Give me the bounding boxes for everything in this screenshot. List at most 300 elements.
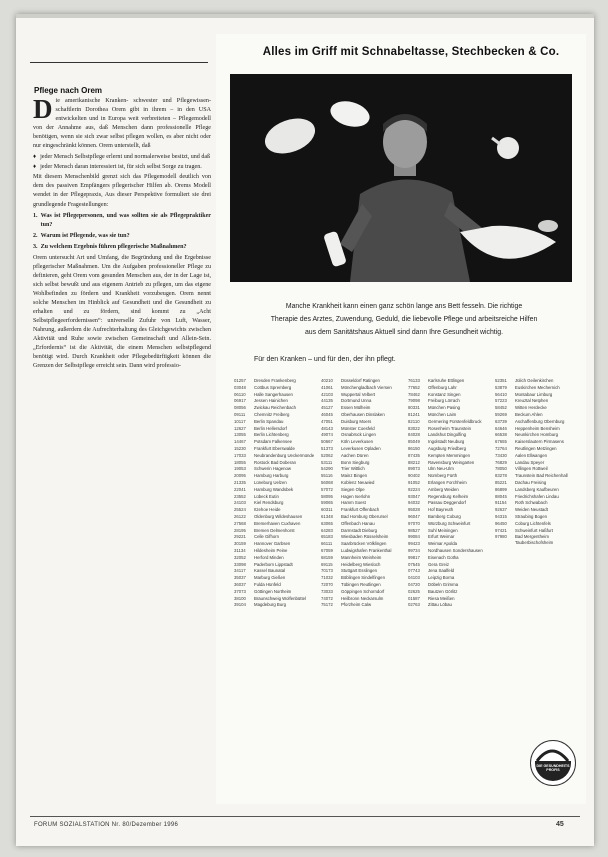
entry-postcode: 85049	[408, 439, 420, 445]
directory-column	[321, 378, 405, 788]
entry-postcode: 79098	[408, 398, 420, 404]
directory-entry	[408, 534, 492, 539]
entry-location: Beckum Ahlen	[515, 411, 543, 417]
entry-location: Kaiserslautern Pirmasens	[515, 439, 564, 445]
entry-location: Dortmund Unna	[341, 398, 372, 404]
entry-postcode: 97980	[495, 534, 507, 540]
entry-postcode: 52351	[495, 378, 507, 383]
entry-location: Landsberg Kaufbeuren	[515, 486, 559, 492]
entry-location: Kempten Memmingen	[428, 452, 471, 458]
entry-location: Osnabrück Lingen	[341, 432, 376, 438]
directory-entry	[495, 405, 579, 410]
entry-location: Bamberg Coburg	[428, 513, 461, 519]
entry-location: Karlsruhe Ettlingen	[428, 378, 465, 383]
entry-location: Passau Deggendorf	[428, 500, 466, 506]
entry-location: Hagen Iserlohn	[341, 493, 371, 499]
entry-postcode: 23552	[234, 493, 246, 499]
entry-location: Köln Leverkusen	[341, 439, 374, 445]
entry-postcode: 31134	[234, 547, 246, 553]
sanitaetshaus-logo	[530, 740, 576, 786]
entry-postcode: 56068	[321, 479, 333, 485]
entry-location: Jülich Geilenkirchen	[515, 378, 554, 383]
entry-location: Hamburg Harburg	[254, 473, 289, 479]
entry-location: Bonn Siegburg	[341, 459, 370, 465]
entry-location: Neunkirchen Homburg	[515, 432, 558, 438]
logo-arc-icon	[531, 743, 574, 763]
article-question	[33, 243, 211, 252]
entry-postcode: 22041	[234, 486, 246, 492]
directory-entry	[234, 582, 318, 587]
directory-entry	[408, 398, 492, 403]
entry-location: Traunstein Bad Reichenhall	[515, 473, 568, 479]
entry-postcode: 82110	[408, 418, 420, 424]
directory-entry	[408, 541, 492, 546]
entry-location: Frankfurt Offenbach	[341, 507, 380, 513]
directory-entry	[408, 405, 492, 410]
directory-entry	[495, 453, 579, 458]
entry-postcode: 51373	[321, 445, 333, 451]
entry-postcode: 96450	[495, 520, 507, 526]
directory-entry	[495, 534, 579, 544]
entry-postcode: 93047	[408, 493, 420, 499]
entry-postcode: 85221	[495, 479, 507, 485]
article-question	[33, 232, 211, 241]
entry-postcode: 63739	[495, 418, 507, 424]
directory-entry	[234, 446, 318, 451]
entry-location: Dresden Frankenberg	[254, 378, 296, 383]
entry-postcode: 80331	[408, 405, 420, 411]
entry-location: Aalen Ellwangen	[515, 452, 548, 458]
caption-line: aus dem Sanitätshaus Aktuell sind dann Ihre Gesundheit wichtig.	[304, 329, 504, 337]
store-directory	[234, 378, 578, 788]
entry-location: Offenbach Hanau	[341, 520, 375, 526]
drop-cap: D	[33, 94, 53, 124]
entry-postcode: 53111	[321, 459, 333, 465]
directory-entry	[495, 392, 579, 397]
entry-postcode: 18055	[234, 459, 246, 465]
entry-location: Konstanz Singen	[428, 391, 461, 397]
directory-entry	[321, 405, 405, 410]
directory-entry	[234, 412, 318, 417]
directory-entry	[495, 480, 579, 485]
entry-postcode: 58095	[321, 493, 333, 499]
article-bullet	[33, 153, 211, 162]
directory-entry	[234, 521, 318, 526]
entry-location: Cottbus Spremberg	[254, 384, 292, 390]
entry-postcode: 47051	[321, 418, 333, 424]
directory-entry	[495, 426, 579, 431]
entry-location: Bremen Delmenhorst	[254, 527, 295, 533]
entry-location: Marburg Gießen	[254, 575, 286, 581]
directory-column	[495, 378, 579, 788]
entry-location: Weiden Neustadt	[515, 507, 548, 513]
directory-entry	[321, 534, 405, 539]
entry-postcode: 86150	[408, 445, 420, 451]
entry-location: Jena Saalfeld	[428, 568, 455, 574]
bullet-text: jeder Mensch Selbstpflege erlernt und normalerweise besitzt, und daß	[40, 154, 211, 161]
directory-entry	[234, 426, 318, 431]
directory-entry	[321, 453, 405, 458]
directory-entry	[495, 500, 579, 505]
question-number: 1.	[33, 212, 38, 219]
directory-entry	[408, 412, 492, 417]
entry-location: Reutlingen Metzingen	[515, 445, 557, 451]
entry-location: Itzehoe Heide	[254, 507, 281, 513]
article-bullet	[33, 163, 211, 172]
entry-postcode: 25524	[234, 507, 246, 513]
directory-entry	[321, 521, 405, 526]
entry-location: Hamm Soest	[341, 500, 366, 506]
entry-postcode: 24103	[234, 500, 246, 506]
entry-postcode: 88045	[495, 493, 507, 499]
directory-entry	[321, 548, 405, 553]
entry-postcode: 36037	[234, 581, 246, 587]
article-paragraph-3: Orem untersucht Art und Umfang, die Begründung und die Ergebnisse pflegerischer Maßnahmen. Um die Aufgaben professioneller Pflege zu definieren, geht Orem vom gesunden Menschen aus, der in der Lage ist, sich selbst bewußt und aus eigenem Antrieb zu pflegen, um das eigene Wohlbefinden zu fördern und Krankheit vorzubeugen. Orem nennt solche Menschen im Hinblick auf Gesundheit und die Gesundheit zu erhalten und zu fördern, sind kommt zu „Acht Selbstpflegeerfordernissen“: universelle Zufuhr von Luft, Wasser, Nahrung, außerdem die Aufrechterhaltung des Gleichgewichts zwischen Aktivität und Ruhe sowie zwischen Gemeinschaft und Allein-Sein. „Erfordernis“ ist die Aktivität, die einem Menschen selbstpflegend benötigt wird. Durch Krankheit oder Pflegebedürftigkeit können die Grenzen der Selbstpflege erreicht sein. Dann wird professio-	[33, 254, 211, 370]
entry-location: Münster Coesfeld	[341, 425, 375, 431]
directory-entry	[234, 466, 318, 471]
entry-postcode: 14467	[234, 439, 246, 445]
directory-column	[408, 378, 492, 788]
entry-location: Rosenheim Traunstein	[428, 425, 471, 431]
entry-postcode: 53879	[495, 384, 507, 390]
entry-location: Euskirchen Mechernich	[515, 384, 560, 390]
directory-entry	[321, 541, 405, 546]
directory-entry	[408, 548, 492, 553]
entry-location: Siegen Olpe	[341, 486, 365, 492]
directory-entry	[408, 446, 492, 451]
directory-entry	[495, 398, 579, 403]
entry-location: Villingen Rottweil	[515, 466, 548, 472]
entry-location: Heidelberg Wiesloch	[341, 561, 381, 567]
entry-location: Kreuztal Netphen	[515, 398, 549, 404]
question-text: Warum ist Pflegende, was sie tun?	[40, 232, 130, 239]
entry-postcode: 28195	[234, 527, 246, 533]
entry-location: Herford Minden	[254, 554, 284, 560]
entry-postcode: 92637	[495, 507, 507, 513]
entry-postcode: 46045	[321, 411, 333, 417]
directory-entry	[495, 446, 579, 451]
directory-entry	[234, 514, 318, 519]
entry-location: Gera Greiz	[428, 561, 450, 567]
entry-postcode: 72070	[321, 581, 333, 587]
directory-entry	[321, 514, 405, 519]
entry-location: Hannover Garbsen	[254, 541, 291, 547]
directory-entry	[408, 487, 492, 492]
entry-location: Würzburg Schweinfurt	[428, 520, 471, 526]
entry-location: Schweinfurt Haßfurt	[515, 527, 553, 533]
directory-entry	[321, 378, 405, 383]
entry-location: Heilbronn Neckarsulm	[341, 595, 384, 601]
question-text: Zu welchem Ergebnis führen pflegerische Maßnahmen?	[40, 243, 187, 250]
directory-entry	[495, 385, 579, 390]
directory-entry	[234, 419, 318, 424]
entry-postcode: 74072	[321, 595, 333, 601]
directory-entry	[234, 460, 318, 465]
entry-postcode: 01257	[234, 378, 246, 383]
directory-entry	[234, 392, 318, 397]
directory-entry	[495, 507, 579, 512]
directory-entry	[321, 439, 405, 444]
caption-line: Therapie des Arztes, Zuwendung, Geduld, die liebevolle Pflege und arbeitsreiche Hilfen	[270, 316, 538, 324]
entry-postcode: 94315	[495, 513, 507, 519]
entry-location: Wiesbaden Rüsselsheim	[341, 534, 389, 540]
entry-location: Mannheim Weinheim	[341, 554, 382, 560]
entry-postcode: 65183	[321, 534, 333, 540]
entry-postcode: 78050	[495, 466, 507, 472]
entry-postcode: 89073	[408, 466, 420, 472]
entry-postcode: 10117	[234, 418, 246, 424]
bullet-marker: ♦	[33, 154, 37, 161]
entry-postcode: 29221	[234, 534, 246, 540]
directory-entry	[234, 487, 318, 492]
entry-location: Berlin Hellersdorf	[254, 425, 287, 431]
footer-rule	[30, 816, 580, 817]
entry-location: Bad Mergentheim Tauberbischofsheim	[515, 534, 554, 545]
article-question	[33, 212, 211, 230]
directory-entry	[321, 582, 405, 587]
directory-entry	[408, 419, 492, 424]
entry-location: Bremerhaven Cuxhaven	[254, 520, 301, 526]
entry-postcode: 15230	[234, 445, 246, 451]
directory-entry	[234, 405, 318, 410]
entry-postcode: 01587	[408, 595, 420, 601]
directory-entry	[408, 494, 492, 499]
entry-location: Frankfurt Eberswalde	[254, 445, 295, 451]
directory-entry	[321, 398, 405, 403]
entry-postcode: 17033	[234, 452, 246, 458]
entry-location: Darmstadt Dieburg	[341, 527, 378, 533]
entry-location: Bautzen Görlitz	[428, 588, 458, 594]
ad-caption	[234, 300, 574, 340]
directory-entry	[321, 487, 405, 492]
entry-postcode: 90402	[408, 473, 420, 479]
directory-entry	[321, 392, 405, 397]
entry-postcode: 04720	[408, 581, 420, 587]
directory-entry	[321, 602, 405, 607]
article-intro	[33, 94, 211, 151]
entry-location: Berlin Spandau	[254, 418, 284, 424]
directory-entry	[321, 412, 405, 417]
directory-entry	[408, 596, 492, 601]
article-intro-text: ie amerikanische Kranken- schwester und Pflegewissen- schaftlerin Dorothea Orem gibt in ihrem – in den USA entwickelten und in Europa weit verbreiteten – Pflegemodell von der Annahme aus, daß Menschen dann professionelle Pflege benötigen, wenn sie sich zwar selbst pflegen wollen, es aber nicht oder nur eingeschränkt können. Orem unterstellt, daß	[33, 98, 211, 150]
directory-entry	[408, 432, 492, 437]
entry-postcode: 83278	[495, 473, 507, 479]
entry-location: Trier Wittlich	[341, 466, 365, 472]
entry-postcode: 71032	[321, 575, 333, 581]
article-body	[33, 94, 211, 373]
entry-postcode: 66538	[495, 432, 507, 438]
directory-entry	[321, 596, 405, 601]
entry-location: Mönchengladbach Viersen	[341, 384, 392, 390]
entry-location: Friedrichshafen Lindau	[515, 493, 559, 499]
entry-location: Landshut Dingolfing	[428, 432, 466, 438]
entry-location: Paderborn Lippstadt	[254, 561, 293, 567]
directory-entry	[321, 385, 405, 390]
directory-entry	[408, 568, 492, 573]
entry-location: Wuppertal Velbert	[341, 391, 376, 397]
entry-postcode: 91154	[495, 500, 507, 506]
directory-entry	[234, 555, 318, 560]
entry-postcode: 37073	[234, 588, 246, 594]
entry-location: Saarbrücken Völklingen	[341, 541, 387, 547]
entry-location: Chemnitz Freiberg	[254, 411, 290, 417]
entry-location: Coburg Lichtenfels	[515, 520, 551, 526]
entry-postcode: 42103	[321, 391, 333, 397]
entry-location: Germering Fürstenfeldbruck	[428, 418, 482, 424]
entry-postcode: 27568	[234, 520, 246, 526]
magazine-page	[16, 14, 594, 846]
entry-location: Hildesheim Peine	[254, 547, 288, 553]
directory-entry	[408, 589, 492, 594]
entry-location: Lüneburg Uelzen	[254, 479, 287, 485]
entry-postcode: 67059	[321, 547, 333, 553]
entry-postcode: 76133	[408, 378, 420, 383]
directory-entry	[408, 473, 492, 478]
entry-postcode: 02625	[408, 588, 420, 594]
entry-postcode: 57072	[321, 486, 333, 492]
entry-location: Fulda Hünfeld	[254, 581, 281, 587]
juggling-man-illustration	[230, 74, 572, 282]
entry-location: München Laim	[428, 411, 457, 417]
entry-postcode: 57223	[495, 398, 507, 404]
directory-entry	[321, 466, 405, 471]
entry-location: Roth Schwabach	[515, 500, 548, 506]
entry-postcode: 33098	[234, 561, 246, 567]
directory-column	[234, 378, 318, 788]
directory-entry	[234, 507, 318, 512]
directory-entry	[495, 460, 579, 465]
entry-location: Eisenach Gotha	[428, 554, 459, 560]
directory-entry	[234, 589, 318, 594]
entry-location: Potsdam Falkensee	[254, 439, 292, 445]
directory-entry	[408, 528, 492, 533]
entry-location: Hof Bayreuth	[428, 507, 454, 513]
entry-location: Leverkusen Opladen	[341, 445, 381, 451]
entry-postcode: 21335	[234, 479, 246, 485]
directory-entry	[321, 446, 405, 451]
entry-location: München Pasing	[428, 405, 461, 411]
entry-postcode: 44135	[321, 398, 333, 404]
entry-postcode: 87435	[408, 452, 420, 458]
entry-location: Suhl Meiningen	[428, 527, 458, 533]
entry-postcode: 63065	[321, 520, 333, 526]
entry-location: Nürnberg Fürth	[428, 473, 458, 479]
directory-entry	[495, 494, 579, 499]
directory-entry	[234, 562, 318, 567]
entry-postcode: 03048	[234, 384, 246, 390]
directory-entry	[408, 521, 492, 526]
entry-postcode: 92224	[408, 486, 420, 492]
entry-postcode: 41061	[321, 384, 333, 390]
entry-location: Kassel Baunatal	[254, 568, 286, 574]
directory-entry	[408, 602, 492, 607]
directory-entry	[321, 528, 405, 533]
entry-location: Mainz Bingen	[341, 473, 368, 479]
directory-entry	[321, 500, 405, 505]
directory-entry	[234, 480, 318, 485]
entry-location: Aachen Düren	[341, 452, 369, 458]
entry-postcode: 12627	[234, 425, 246, 431]
entry-location: Celle Gifhorn	[254, 534, 280, 540]
entry-location: Witten Herdecke	[515, 405, 547, 411]
logo-text: DIE GESUNDHEITS PROFIS	[536, 764, 570, 773]
entry-postcode: 84028	[408, 432, 420, 438]
directory-entry	[234, 494, 318, 499]
entry-location: Pforzheim Calw	[341, 602, 372, 608]
entry-postcode: 09111	[234, 411, 246, 417]
article-paragraph-2: Mit diesem Menschenbild grenzt sich das Pflegemodell deutlich von dem des passiven Empfängers pflegerischer Hilfen ab. Orems Modell wendet in der Pflegepraxis, Aus dieser Perspektive formuliert sie drei grundlegende Fragestellungen:	[33, 174, 211, 208]
entry-postcode: 58452	[495, 405, 507, 411]
entry-postcode: 07545	[408, 561, 420, 567]
entry-location: Straubing Bogen	[515, 513, 548, 519]
entry-postcode: 70173	[321, 568, 333, 574]
bullet-marker: ♦	[33, 164, 37, 171]
directory-entry	[408, 514, 492, 519]
ad-photo	[230, 74, 572, 282]
entry-postcode: 98527	[408, 527, 420, 533]
entry-postcode: 30159	[234, 541, 246, 547]
directory-entry	[408, 385, 492, 390]
directory-entry	[234, 528, 318, 533]
directory-entry	[321, 460, 405, 465]
entry-location: Augsburg Friedberg	[428, 445, 466, 451]
entry-postcode: 73033	[321, 588, 333, 594]
directory-entry	[234, 602, 318, 607]
entry-postcode: 39104	[234, 602, 246, 608]
directory-entry	[495, 419, 579, 424]
directory-entry	[408, 466, 492, 471]
entry-postcode: 40210	[321, 378, 333, 383]
entry-location: Dachau Freising	[515, 479, 547, 485]
page-number: 45	[556, 821, 564, 828]
entry-postcode: 97421	[495, 527, 507, 533]
entry-postcode: 13055	[234, 432, 246, 438]
entry-postcode: 99817	[408, 554, 420, 560]
entry-postcode: 38100	[234, 595, 246, 601]
entry-location: Oberhausen Dinslaken	[341, 411, 385, 417]
entry-postcode: 45127	[321, 405, 333, 411]
directory-entry	[495, 528, 579, 533]
entry-location: Erlangen Forchheim	[428, 479, 467, 485]
entry-postcode: 32052	[234, 554, 246, 560]
entry-location: Stuttgart Esslingen	[341, 568, 378, 574]
directory-entry	[408, 562, 492, 567]
entry-postcode: 52062	[321, 452, 333, 458]
directory-entry	[495, 473, 579, 478]
directory-entry	[408, 575, 492, 580]
directory-entry	[408, 460, 492, 465]
directory-entry	[408, 439, 492, 444]
entry-location: Riesa Meißen	[428, 595, 455, 601]
directory-entry	[495, 432, 579, 437]
directory-entry	[321, 473, 405, 478]
entry-location: Duisburg Moers	[341, 418, 372, 424]
entry-postcode: 49074	[321, 432, 333, 438]
entry-postcode: 55116	[321, 473, 333, 479]
entry-postcode: 99084	[408, 534, 420, 540]
entry-postcode: 99423	[408, 541, 420, 547]
entry-location: Lübeck Eutin	[254, 493, 279, 499]
entry-location: Ingolstadt Neuburg	[428, 439, 465, 445]
entry-location: Freiburg Lörrach	[428, 398, 460, 404]
entry-postcode: 04103	[408, 575, 420, 581]
entry-location: Döbeln Grimma	[428, 581, 459, 587]
entry-location: Göttingen Northeim	[254, 588, 292, 594]
article-top-rule	[30, 62, 208, 63]
entry-location: Offenburg Lahr	[428, 384, 457, 390]
entry-postcode: 26122	[234, 513, 246, 519]
entry-postcode: 50667	[321, 439, 333, 445]
